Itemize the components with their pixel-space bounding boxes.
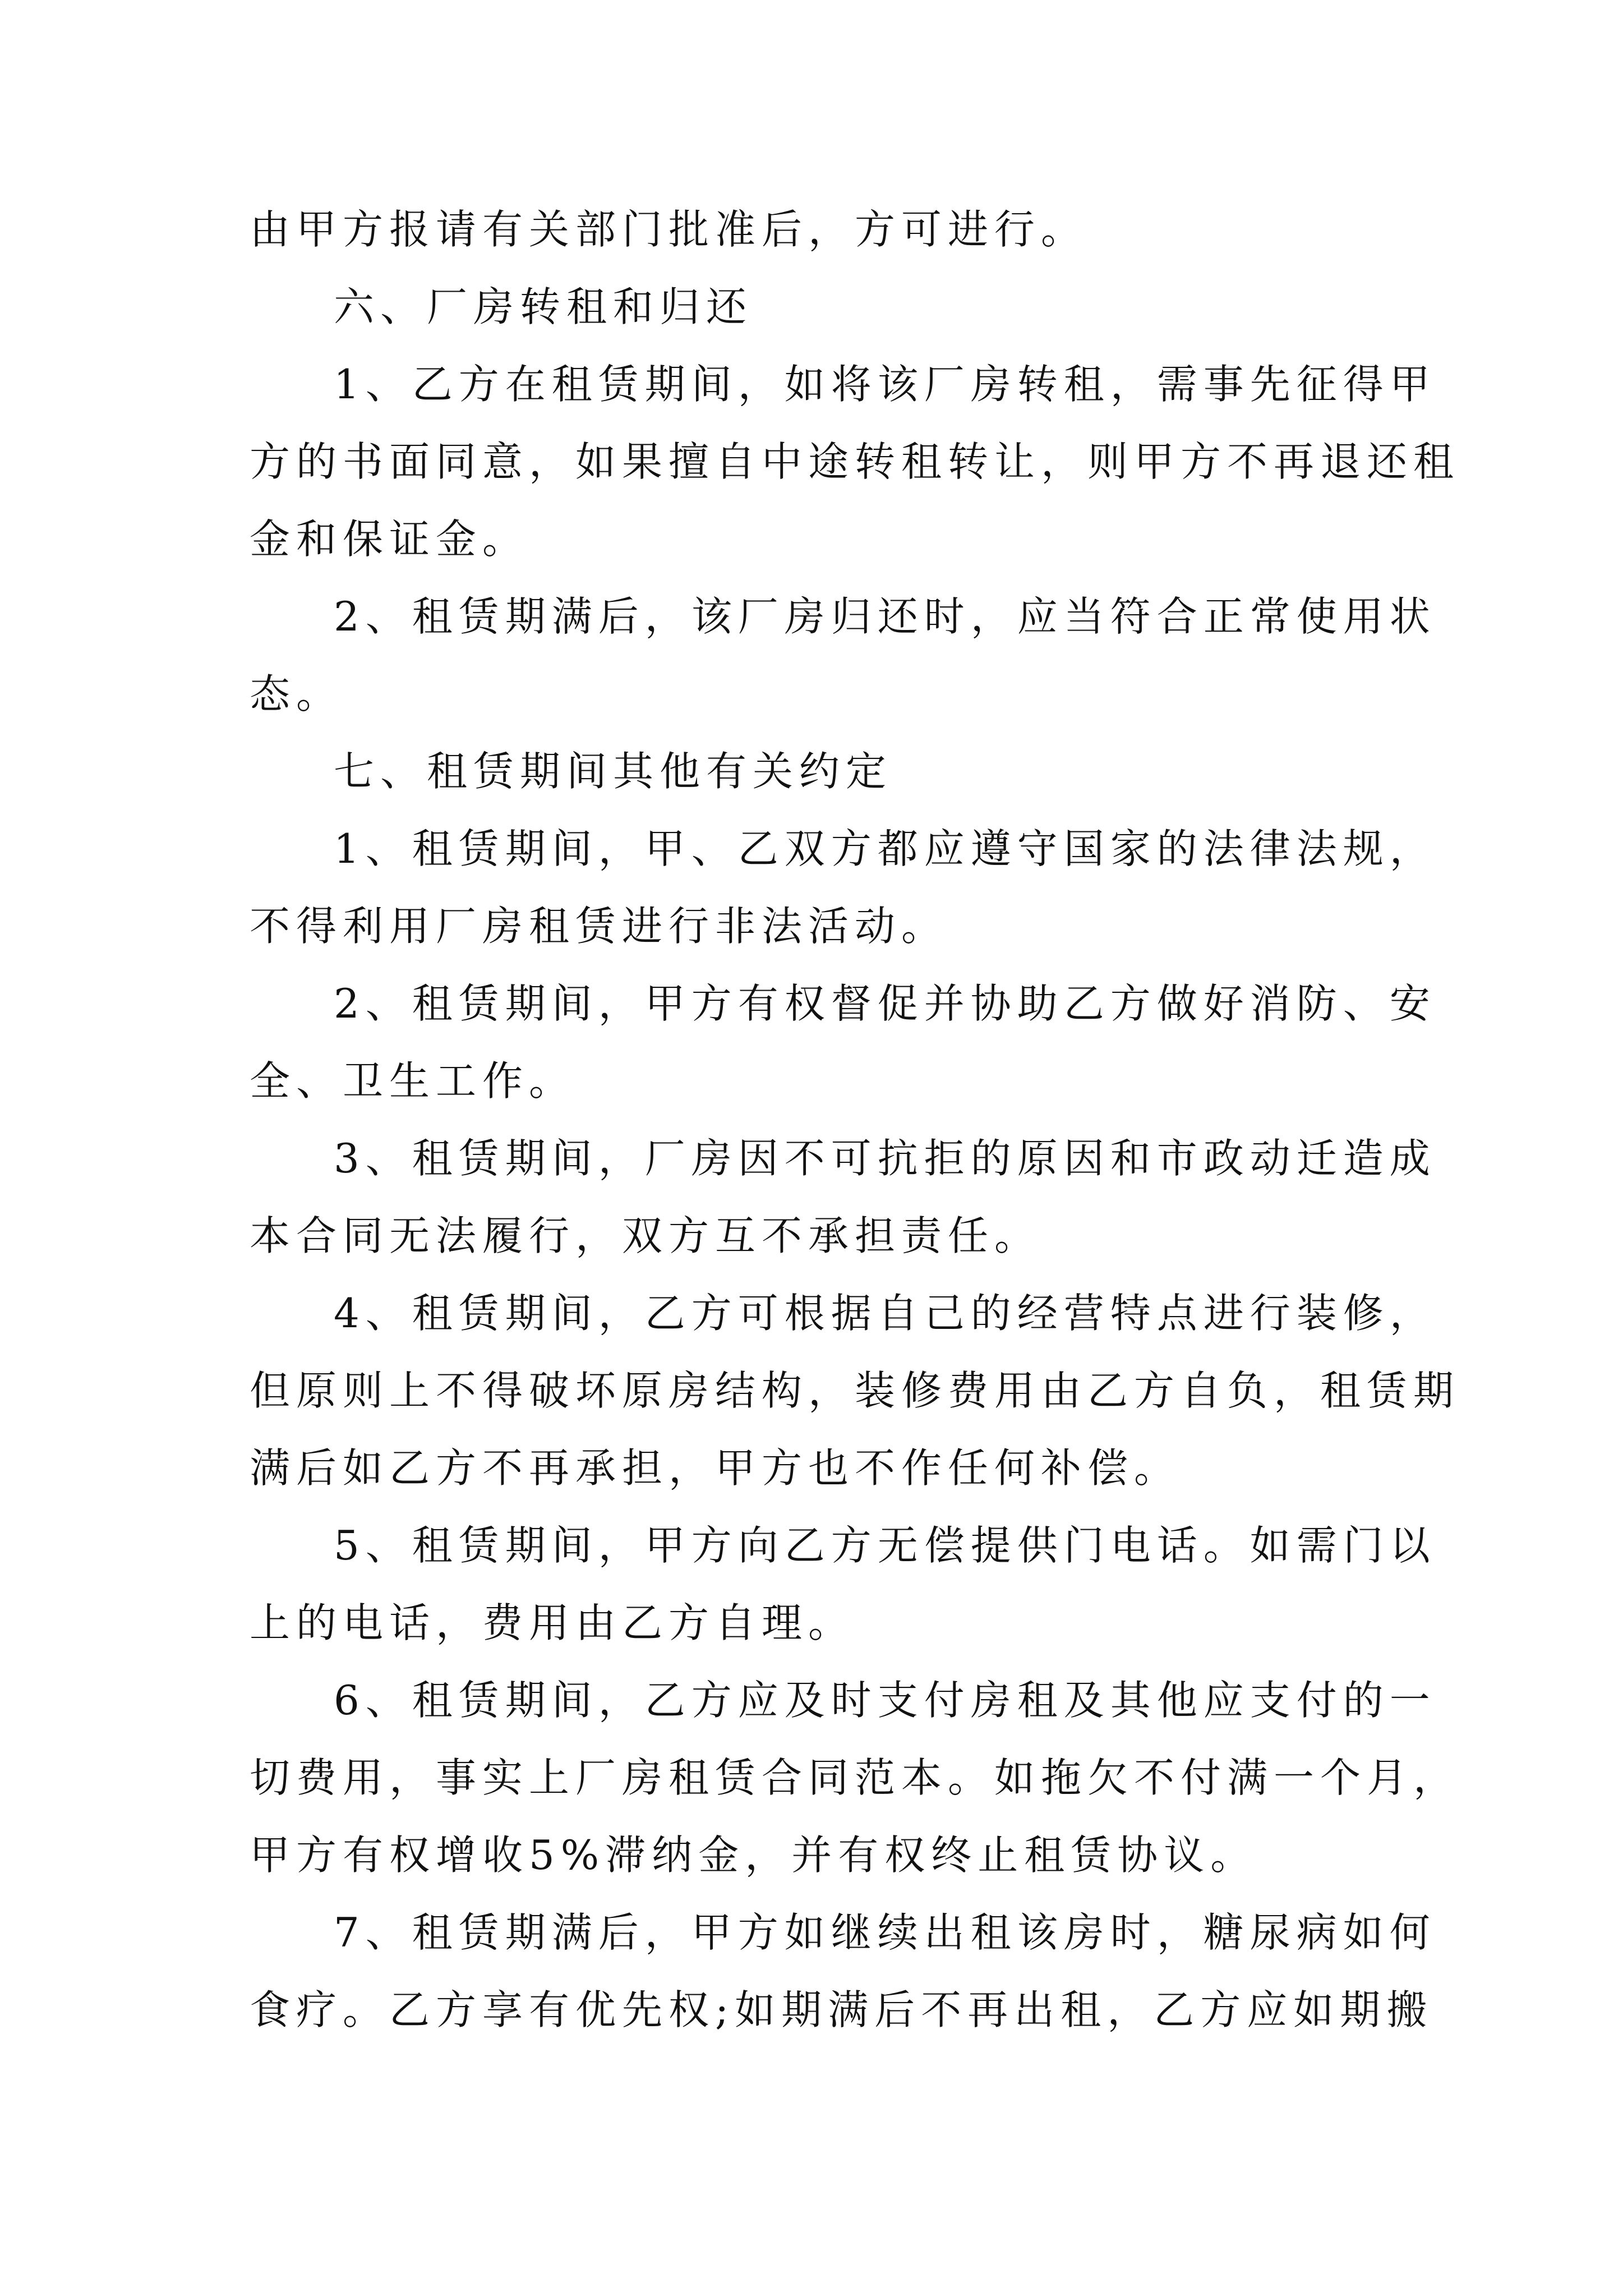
text-line: 2、租赁期间，甲方有权督促并协助乙方做好消防、安	[334, 980, 1436, 1027]
text-line: 1、租赁期间，甲、乙双方都应遵守国家的法律法规，	[334, 825, 1436, 872]
document-body	[250, 191, 1460, 2049]
text-line: 上的电话，费用由乙方自理。	[250, 1599, 855, 1646]
text-line: 方的书面同意，如果擅自中途转租转让，则甲方不再退还租	[250, 438, 1460, 485]
text-line: 6、租赁期间，乙方应及时支付房租及其他应支付的一	[334, 1677, 1436, 1724]
text-line: 全、卫生工作。	[250, 1057, 576, 1105]
text-line: 不得利用厂房租赁进行非法活动。	[250, 903, 948, 950]
text-line: 本合同无法履行，双方互不承担责任。	[250, 1212, 1041, 1259]
text-line: 六、厂房转租和归还	[334, 283, 753, 330]
text-line: 由甲方报请有关部门批准后，方可进行。	[250, 206, 1088, 253]
text-line: 满后如乙方不再承担，甲方也不作任何补偿。	[250, 1444, 1181, 1492]
text-line: 食疗。乙方享有优先权;如期满后不再出租，乙方应如期搬	[250, 1986, 1433, 2033]
text-line: 金和保证金。	[250, 516, 529, 563]
text-line: 3、租赁期间，厂房因不可抗拒的原因和市政动迁造成	[334, 1135, 1436, 1182]
text-line: 切费用，事实上厂房租赁合同范本。如拖欠不付满一个月，	[250, 1754, 1460, 1801]
text-line: 7、租赁期满后，甲方如继续出租该房时，糖尿病如何	[334, 1909, 1436, 1956]
text-line: 甲方有权增收5%滞纳金，并有权终止租赁协议。	[250, 1832, 1257, 1879]
text-line: 4、租赁期间，乙方可根据自己的经营特点进行装修，	[334, 1290, 1436, 1337]
text-line: 但原则上不得破坏原房结构，装修费用由乙方自负，租赁期	[250, 1367, 1460, 1414]
text-line: 七、租赁期间其他有关约定	[334, 748, 893, 795]
text-line: 1、乙方在租赁期间，如将该厂房转租，需事先征得甲	[334, 361, 1436, 408]
text-line: 2、租赁期满后，该厂房归还时，应当符合正常使用状	[334, 593, 1436, 640]
text-line: 5、租赁期间，甲方向乙方无偿提供门电话。如需门以	[334, 1522, 1436, 1569]
text-line: 态。	[250, 670, 343, 717]
